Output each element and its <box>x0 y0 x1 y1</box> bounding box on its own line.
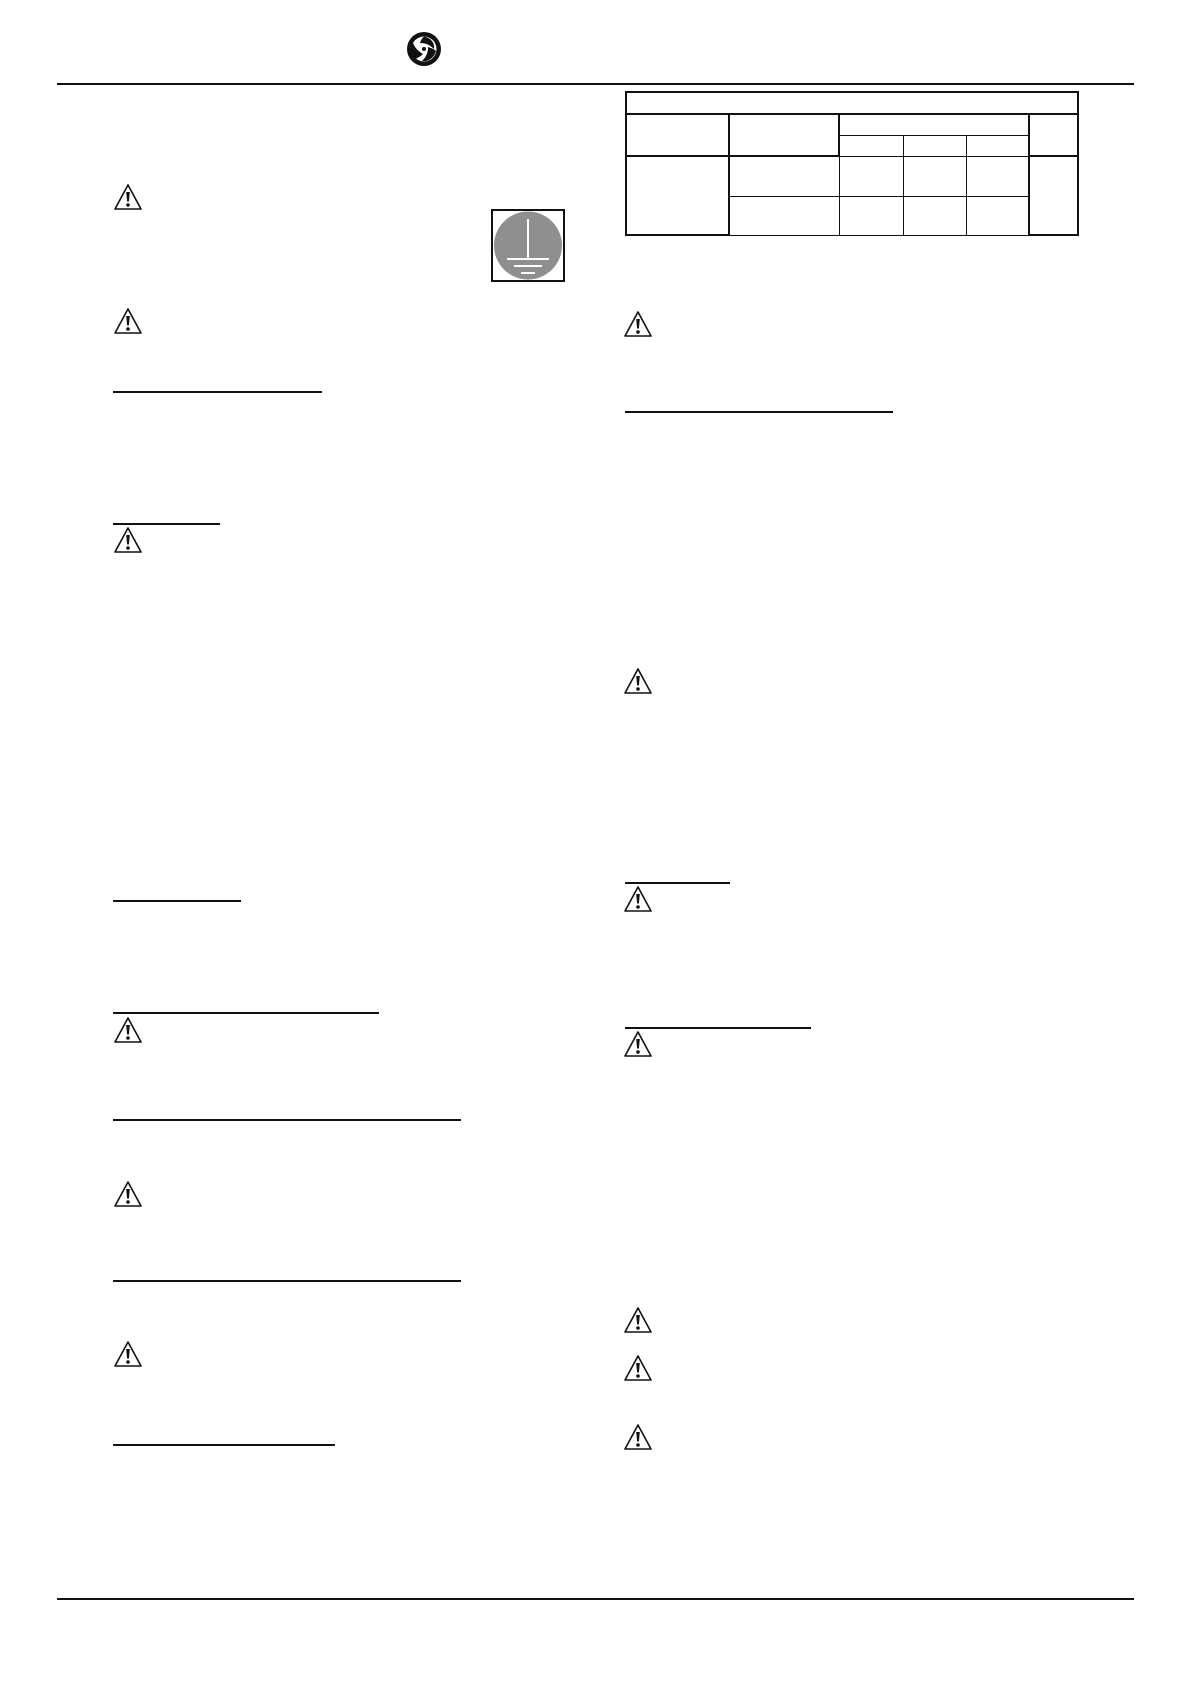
protective-earth-ground-icon <box>493 211 563 280</box>
table-cell <box>839 196 903 235</box>
section-heading-rule <box>113 1119 461 1121</box>
ground-symbol-box <box>491 209 565 282</box>
warning-triangle-icon <box>113 1180 143 1208</box>
table-header-cell <box>626 114 729 156</box>
warning-triangle-icon <box>623 885 653 913</box>
warning-triangle-icon <box>113 307 143 335</box>
warning-triangle-icon <box>113 1016 143 1044</box>
section-heading-rule <box>113 523 220 525</box>
specification-table <box>625 91 1079 236</box>
table-cell <box>1029 156 1078 235</box>
warning-triangle-icon <box>623 1030 653 1058</box>
table-cell <box>729 156 839 196</box>
brand-logo-icon <box>406 31 442 67</box>
warning-triangle-icon <box>623 1354 653 1382</box>
warning-triangle-icon <box>113 526 143 554</box>
table-header-cell <box>729 114 839 156</box>
warning-triangle-icon <box>623 1423 653 1451</box>
section-heading-rule <box>625 411 893 413</box>
table-header-cell <box>1029 114 1078 156</box>
table-subheader-cell <box>903 135 966 156</box>
warning-triangle-icon <box>113 183 143 211</box>
section-heading-rule <box>113 900 241 902</box>
table-cell <box>729 196 839 235</box>
table-subheader-cell <box>966 135 1029 156</box>
section-heading-rule <box>625 882 730 884</box>
warning-triangle-icon <box>623 1306 653 1334</box>
section-heading-rule <box>113 391 322 393</box>
section-heading-rule <box>113 1280 461 1282</box>
table-cell <box>966 156 1029 196</box>
warning-triangle-icon <box>113 1340 143 1368</box>
warning-triangle-icon <box>623 310 653 338</box>
table-cell <box>903 196 966 235</box>
table-header-cell <box>839 114 1029 135</box>
table-cell <box>903 156 966 196</box>
section-heading-rule <box>625 1027 811 1029</box>
section-heading-rule <box>113 1444 335 1446</box>
table-cell <box>839 156 903 196</box>
footer-rule <box>57 1598 1134 1600</box>
section-heading-rule <box>113 1012 379 1014</box>
table-title-row <box>626 92 1078 114</box>
table-subheader-cell <box>839 135 903 156</box>
warning-triangle-icon <box>623 667 653 695</box>
table-cell <box>966 196 1029 235</box>
header-rule <box>57 83 1134 85</box>
table-cell <box>626 156 729 235</box>
